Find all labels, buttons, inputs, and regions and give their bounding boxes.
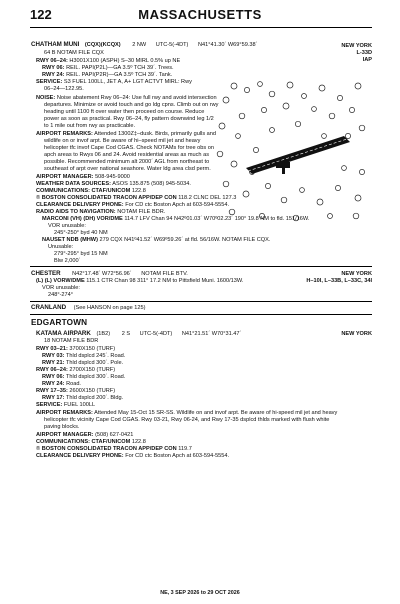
chester-name: CHESTER: [31, 270, 61, 277]
chatham-nauset-3: 279°-295° byd 15 NM: [54, 251, 108, 257]
katama-rwy2: [36, 367, 115, 374]
value: H3001X100 (ASPH) S–30 MIRL 0.5% up NE: [69, 58, 181, 64]
katama-rwy06: [42, 374, 125, 381]
chatham-heading: [31, 42, 257, 49]
value: REIL. PAPI(P2R)—GA 3.5º TCH 39´. Tank.: [66, 72, 173, 78]
chester-coords: N42°17.48´ W72°56.96´: [72, 271, 132, 277]
chatham-region: NEW YORK: [341, 43, 372, 49]
radar-icon: ®: [36, 195, 41, 201]
label: AIRPORT MANAGER:: [36, 174, 94, 180]
value: 279 CQX N41º41.52´ W69º59.26´ at fld. 56/16W. NOTAM FILE CQX.: [99, 237, 271, 243]
value: 114.7 LFV Chan 94 N42º01.03´ W70º02.23´ 190° 19.8 NM to fld. 151/16W.: [124, 216, 310, 222]
chatham-comms: [36, 188, 146, 195]
value: 2600X150 (TURF): [69, 388, 116, 394]
label: RWY 06–24:: [36, 58, 68, 64]
value: Noise abatement Rwy 06–24: Use full rwy and avoid intersection: [56, 95, 217, 101]
edgartown-city: EDGARTOWN: [31, 318, 88, 327]
chatham-remarks-1: wildlife on or invof arpt. Be aware of hi–speed mil jet and heavy: [44, 138, 201, 144]
chatham-chart-ref: L-33D: [356, 50, 372, 56]
chatham-remarks-0: [36, 131, 216, 138]
label: COMMUNICATIONS: CTAF/UNICOM: [36, 439, 131, 445]
chatham-marconi-3: 245°-250° byd 40 NM: [54, 230, 108, 236]
chester-heading: [31, 271, 188, 278]
chatham-rwy-24: [42, 72, 172, 79]
label: RWY 17:: [42, 395, 65, 401]
label: BOSTON CONSOLIDATED TRACON APP/DEP CON: [41, 446, 177, 452]
katama-utc: UTC-5(-4DT): [139, 331, 173, 337]
value: (508) 627-0421: [95, 432, 134, 438]
chatham-service: [36, 79, 192, 86]
katama-name: KATAMA AIRPARK: [36, 330, 91, 337]
value: ASOS 135.875 (508) 945-5034.: [112, 181, 191, 187]
value: REIL. PAPI(P2L)—GA 3.5º TCH 39´. Trees.: [66, 65, 174, 71]
katama-heading: [36, 331, 241, 338]
value: 3700X150 (TURF): [69, 346, 116, 352]
katama-line2: 18 NOTAM FILE BDR: [44, 338, 99, 344]
katama-service: [36, 402, 95, 409]
value: 119.7: [178, 446, 192, 452]
chatham-noise-3: power as soon as practical. Rwy 06–24, fly pattern downwind leg 1/2: [44, 116, 214, 122]
chatham-nauset-2: Unusable:: [48, 244, 74, 250]
cranland-entry: [31, 305, 145, 312]
chatham-nauset: [42, 237, 270, 244]
value: 122.8: [131, 188, 146, 194]
page-number: 122: [30, 7, 52, 22]
section-rule-3: [30, 314, 372, 315]
value: Thld dsplcd 300´. Road.: [65, 374, 126, 380]
chatham-rwy-06: [42, 65, 174, 72]
footer-effective-dates: NE, 3 SEP 2026 to 29 OCT 2026: [160, 590, 240, 596]
value: Road.: [66, 381, 81, 387]
value: 115.1 CTR Chan 98 311° 17.2 NM to Pittsfield Muni. 1600/13W.: [86, 278, 244, 284]
chatham-name: CHATHAM MUNI: [31, 41, 80, 48]
label: MARCONI (VH) (DH) VOR/DME: [42, 216, 123, 222]
chatham-clearance: [36, 202, 229, 209]
katama-rwy3: [36, 388, 115, 395]
chatham-nauset-4: Blw 2,000´: [54, 258, 81, 264]
katama-manager: [36, 432, 133, 439]
label: WEATHER DATA SOURCES:: [36, 181, 111, 187]
label: SERVICE:: [36, 402, 63, 408]
chatham-coords: N41°41.30´ W69°59.38´: [197, 42, 258, 48]
chatham-tracon: [36, 195, 236, 202]
chatham-manager: [36, 174, 130, 181]
label: AIRPORT MANAGER:: [36, 432, 94, 438]
katama-remarks-2: paving blocks.: [44, 424, 80, 430]
value: S3 FUEL 100LL, JET A, A+ LGT ACTVT MIRL: Rwy: [63, 79, 192, 85]
value: For CD ctc Boston Apch at 603-594-5554.: [125, 202, 230, 208]
label: RWY 06–24:: [36, 367, 68, 373]
state-title: MASSACHUSETTS: [138, 7, 262, 22]
katama-rwy1: [36, 346, 115, 353]
katama-rwy21: [42, 360, 123, 367]
chatham-utc: UTC-5(-4DT): [155, 42, 189, 48]
katama-remarks-1: helicopter tfc vicinity Cape Cod CGAS. Rwy 03-21, Rwy 06-24, and Rwy 17-35 dsplcd thlds marked with flush white: [44, 417, 330, 423]
chatham-ids: (CQX)(KCQX): [84, 42, 121, 48]
header-rule: [30, 27, 372, 28]
label: RWY 06:: [42, 65, 65, 71]
katama-rwy03: [42, 353, 125, 360]
label: RWY 24:: [42, 381, 65, 387]
label: RADIO AIDS TO NAVIGATION:: [36, 209, 116, 215]
value: Attended May 15-Oct 15 SR-SS. Wildlife on and invof arpt. Be aware of hi-speed mil jet and heavy: [94, 410, 338, 416]
katama-tracon: [36, 446, 192, 453]
chatham-noise-4: to 1 mile out from rwy as practicable.: [44, 123, 136, 129]
label: CLEARANCE DELIVERY PHONE:: [36, 202, 124, 208]
label: AIRPORT REMARKS:: [36, 131, 93, 137]
value: NOTAM FILE BDR.: [117, 209, 166, 215]
chatham-remarks-4: possible. Recommended minimum alt 2000´ AGL from northeast to: [44, 159, 210, 165]
chatham-remarks-3: apch areas to Rwys 06 and 24. Avoid residential areas as much as: [44, 152, 210, 158]
chester-unusable-2: 248°-274°: [48, 292, 74, 298]
chatham-marconi-2: VOR unusable:: [48, 223, 86, 229]
value: Thld dsplcd 200´. Bldg.: [65, 395, 124, 401]
radar-icon: ®: [36, 446, 41, 452]
label: RWY 03:: [42, 353, 65, 359]
katama-coords: N41°21.51´ W70°31.47´: [181, 331, 242, 337]
cranland-name: CRANLAND: [31, 304, 67, 311]
runway-06-24: [246, 136, 350, 174]
value: 122.8: [131, 439, 146, 445]
value: Thld dsplcd 300´. Pole.: [65, 360, 124, 366]
chatham-line2: 64 B NOTAM FILE CQX: [44, 50, 104, 56]
chester-charts: H–10I, L–33B, L–33C, 34I: [306, 278, 372, 284]
chester-notam: NOTAM FILE BTV.: [141, 271, 188, 277]
value: For CD ctc Boston Apch at 603-594-5554.: [125, 453, 230, 459]
chatham-noise-0: [36, 95, 217, 102]
chester-region: NEW YORK: [341, 271, 372, 277]
katama-ids: (1B2): [96, 331, 111, 337]
katama-rwy24: [42, 381, 81, 388]
chatham-weather: [36, 181, 191, 188]
chatham-remarks-5: southeast of arpt over national seashore. Water ldg area clsd perm.: [44, 166, 211, 172]
label: SERVICE:: [36, 79, 63, 85]
label: RWY 03–21:: [36, 346, 68, 352]
label: AIRPORT REMARKS:: [36, 410, 93, 416]
chatham-service-2: 06–24—122.95.: [44, 86, 84, 92]
label: RWY 17–35:: [36, 388, 68, 394]
apron-area: [276, 162, 290, 174]
value: 2700X150 (TURF): [69, 367, 116, 373]
value: 118.2 CLNC DEL 127.3: [178, 195, 237, 201]
chester-vortac: [36, 278, 243, 285]
label: (L) (L) VORW/DME: [36, 278, 85, 284]
katama-remarks-0: [36, 410, 337, 417]
cranland-note: (See HANSON on page 125): [73, 305, 146, 311]
chatham-remarks-2: helicopter tfc invof Cape Cod CGAS. Check NOTAMs for tree obs on: [44, 145, 214, 151]
chatham-noise-1: departures. Minimize or avoid touch and go ldg cpns. Climb out on rwy: [44, 102, 219, 108]
label: CLEARANCE DELIVERY PHONE:: [36, 453, 124, 459]
chatham-location: 2 NW: [132, 42, 147, 48]
katama-comms: [36, 439, 146, 446]
chatham-iap: IAP: [362, 57, 372, 63]
airport-diagram: [212, 76, 372, 226]
tree-symbols: [217, 82, 365, 221]
value: Thld dsplcd 245´. Road.: [65, 353, 126, 359]
chatham-rwy-main: [36, 58, 180, 65]
label: COMMUNICATIONS: CTAF/UNICOM: [36, 188, 131, 194]
label: NAUSET NDB (MHW): [42, 237, 98, 243]
chatham-noise-2: heading until 1100 ft over water then proceed on course. Reduce: [44, 109, 205, 115]
section-rule-1: [30, 266, 372, 267]
katama-clearance: [36, 453, 229, 460]
label: RWY 21:: [42, 360, 65, 366]
value: FUEL 100LL: [63, 402, 96, 408]
chatham-radio: [36, 209, 165, 216]
label: NOISE:: [36, 95, 56, 101]
section-rule-2: [30, 301, 372, 302]
katama-rwy17: [42, 395, 123, 402]
value: 508-945-9000: [95, 174, 130, 180]
value: Attended 1300Z‡–dusk. Birds, primarily gulls and: [94, 131, 217, 137]
label: BOSTON CONSOLIDATED TRACON APP/DEP CON: [41, 195, 177, 201]
label: RWY 24:: [42, 72, 65, 78]
label: RWY 06:: [42, 374, 65, 380]
katama-region: NEW YORK: [341, 331, 372, 337]
katama-location: 2 S: [121, 331, 131, 337]
chester-unusable: VOR unusable:: [42, 285, 80, 291]
